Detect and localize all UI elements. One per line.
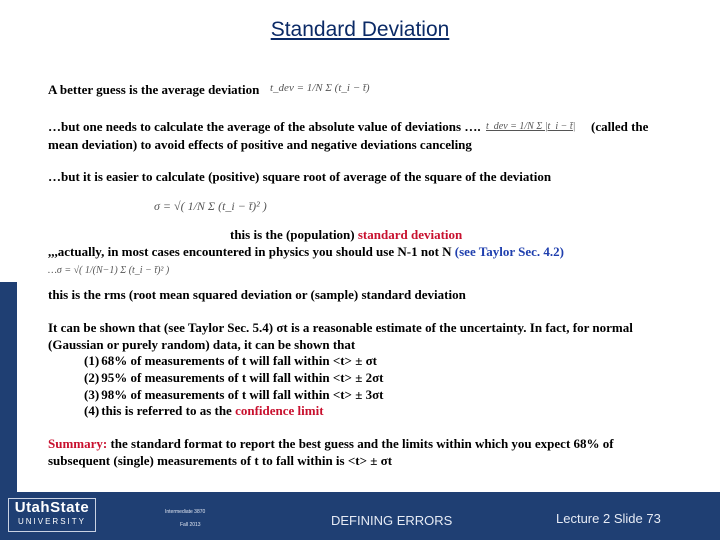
equation-sigma: σ = √( 1/N Σ (t_i − t̄)² ) xyxy=(154,199,267,213)
population-text: this is the (population) xyxy=(230,227,355,242)
line-population-sd xyxy=(230,226,462,243)
line-mean-deviation: mean deviation) to avoid effects of positive and negative deviations canceling xyxy=(48,137,472,152)
list-item: (2) 95% of measurements of t will fall within <t> ± 2σt xyxy=(84,370,384,385)
term-label: Fall 2013 xyxy=(180,522,201,528)
list-item: (3) 98% of measurements of t will fall within <t> ± 3σt xyxy=(84,387,384,402)
list-item: (4) this is referred to as the confidence limit xyxy=(84,403,324,418)
summary-label: Summary: xyxy=(48,436,108,451)
footer-bar xyxy=(0,492,720,540)
standard-deviation-highlight: standard deviation xyxy=(357,227,463,242)
left-accent-bar xyxy=(0,282,17,492)
line-absolute-value: …but one needs to calculate the average of the absolute value of deviations …. xyxy=(48,119,481,134)
course-label: Intermediate 3870 xyxy=(165,509,206,515)
summary-line: Summary: the standard format to report the best guess and the limits within which you expect 68% of xyxy=(48,436,614,451)
taylor-reference-link[interactable]: (see Taylor Sec. 4.2) xyxy=(454,244,564,259)
equation-mean-deviation: t_dev = 1/N Σ |t_i − t̄| xyxy=(486,121,576,132)
equation-tdev: t_dev = 1/N Σ (t_i − t̄) xyxy=(270,82,370,94)
equation-sample-sigma: …σ = √( 1/(N−1) Σ (t_i − t̄)² ) xyxy=(48,265,170,276)
line-called-the: (called the xyxy=(591,119,649,134)
line-n-minus-one xyxy=(48,243,564,260)
line-rms: this is the rms (root mean squared deviation or (sample) standard deviation xyxy=(48,287,466,302)
utah-state-logo: UtahState UNIVERSITY xyxy=(8,498,96,532)
line-square-root: …but it is easier to calculate (positive) square root of average of the square of the deviation xyxy=(48,169,552,184)
summary-line-2: subsequent (single) measurements of t to fall within is <t> ± σt xyxy=(48,453,393,468)
confidence-limit-highlight: confidence limit xyxy=(235,403,324,418)
line-gaussian: (Gaussian or purely random) data, it can be shown that xyxy=(48,337,356,352)
list-item: (1) 68% of measurements of t will fall within <t> ± σt xyxy=(84,353,378,368)
slide-title: Standard Deviation xyxy=(270,18,450,41)
line-taylor-estimate: It can be shown that (see Taylor Sec. 5.4) σt is a reasonable estimate of the uncertainty. In fact, for normal xyxy=(48,320,633,335)
n-minus-one-text: ,,,actually, in most cases encountered in physics you should use N-1 not N xyxy=(48,244,452,259)
line-average-deviation: A better guess is the average deviation xyxy=(48,82,260,97)
slide-number: Lecture 2 Slide 73 xyxy=(556,511,661,526)
footer-topic: DEFINING ERRORS xyxy=(331,513,453,528)
